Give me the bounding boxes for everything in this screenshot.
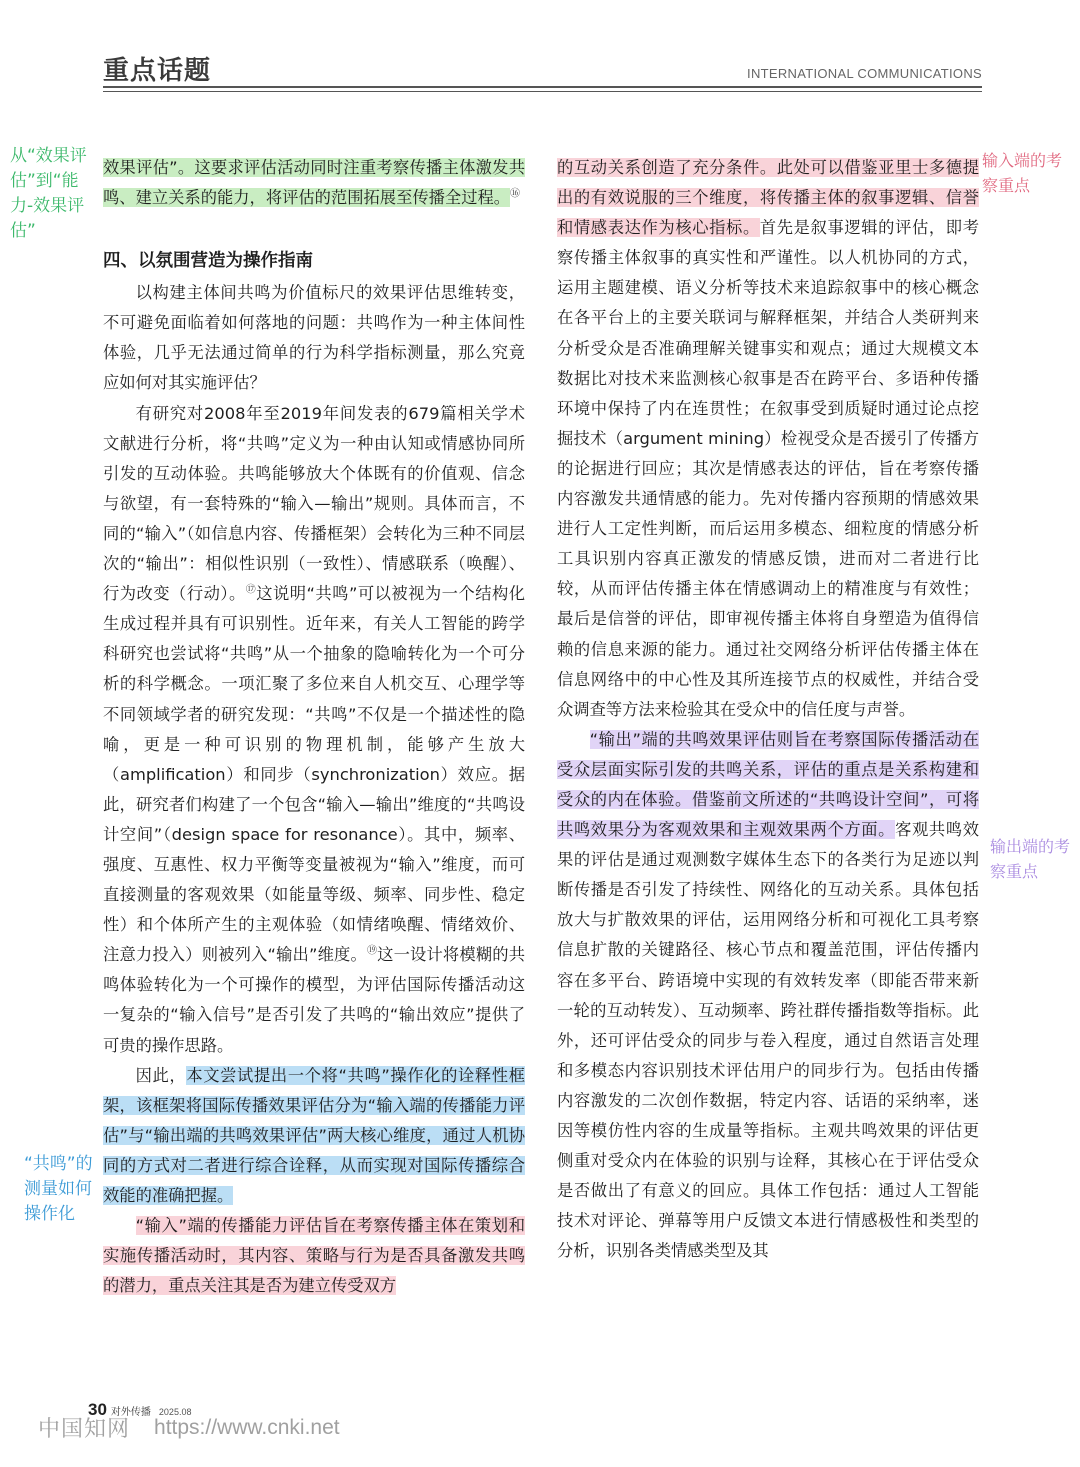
footnote-ref: ⑲ <box>366 945 378 957</box>
footnote-ref: ⑯ <box>510 188 521 200</box>
highlight-pink: “输入”端的传播能力评估旨在考察传播主体在策划和实施传播活动时，其内容、策略与行为是否具备激发共鸣的潜力，重点关注其是否为建立传受双方 <box>103 1216 525 1296</box>
left-column <box>103 153 525 1301</box>
paragraph-text: 这说明“共鸣”可以被视为一个结构化生成过程并具有可识别性。近年来，有关人工智能的跨学科研究也尝试将“共鸣”从一个抽象的隐喻转化为一个可分析的科学概念。一项汇聚了多位来自人机交互、心理学等不同领域学者的研究发现：“共鸣”不仅是一个描述性的隐喻，更是一种可识别的物理机制，能够产生放大（amplification）和同步（synchronization）效应。据此，研究者们构建了一个包含“输入—输出”维度的“共鸣设计空间”（design space for resonance）。其中，频率、强度、互惠性、权力平衡等变量被视为“输入”维度，而可直接测量的客观效果（如能量等级、频率、同步性、稳定性）和个体所产生的主观体验（如情绪唤醒、情绪效价、注意力投入）则被列入“输出”维度。 <box>103 584 526 965</box>
paragraph: 以构建主体间共鸣为价值标尺的效果评估思维转变，不可避免面临着如何落地的问题：共鸣作为一种主体间性体验，几乎无法通过简单的行为科学指标测量，那么究竟应如何对其实施评估？ <box>103 283 525 393</box>
paragraph-text: 因此， <box>135 1065 187 1085</box>
section-heading: 四、以氛围营造为操作指南 <box>103 251 313 272</box>
page-number: 30 <box>88 1400 107 1419</box>
paragraph-text: 首先是叙事逻辑的评估，即考察传播主体叙事的真实性和严谨性。以人机协同的方式，运用主题建模、语义分析等技术来追踪叙事中的核心概念在各平台上的主要关联词与解释框架，并结合人类研判来分析受众是否准确理解关键事实和观点；通过大规模文本数据比对技术来监测核心叙事是否在跨平台、多语种传播环境中保持了内在连贯性；在叙事受到质疑时通过论点挖掘技术（argument mining）检视受众是否援引了传播方的论据进行回应；其次是情感表达的评估，旨在考察传播内容激发共通情感的能力。先对传播内容预期的情感效果进行人工定性判断，而后运用多模态、细粒度的情感分析工具识别内容真正激发的情感反馈，进而对二者进行比较，从而评估传播主体在情感调动上的精准度与有效性；最后是信誉的评估，即审视传播主体将自身塑造为值得信赖的信息来源的能力。通过社交网络分析评估传播主体在信息网络中的中心性及其所连接节点的权威性，并结合受众调查等方法来检验其在受众中的信任度与声誉。 <box>557 218 979 719</box>
right-column <box>557 153 979 1266</box>
highlight-pink: 的互动关系创造了充分条件。此处可以借鉴亚里士多德提出的有效说服的三个维度，将传播主体的叙事逻辑、信誉和情感表达作为核心指标。 <box>557 158 979 238</box>
journal-name: 对外传播 <box>110 1407 151 1418</box>
paragraph <box>103 1061 525 1211</box>
paragraph <box>557 153 979 725</box>
paragraph <box>103 153 525 213</box>
header-rule <box>103 86 982 92</box>
issue-number: 2025.08 <box>158 1407 192 1417</box>
annotation-pink: 输入端的考察重点 <box>982 151 1063 195</box>
annotation-purple: 输出端的考察重点 <box>990 837 1071 881</box>
section-title: 重点话题 <box>103 56 212 86</box>
paragraph <box>103 399 525 1061</box>
paragraph <box>557 725 979 1267</box>
highlight-green: 效果评估”。这要求评估活动同时注重考察传播主体激发共鸣、建立关系的能力，将评估的范围拓展至传播全过程。 <box>103 158 525 208</box>
footnote-ref: ⑰ <box>245 584 257 596</box>
annotation-blue: “共鸣”的测量如何操作化 <box>24 1154 93 1224</box>
highlight-blue: 本文尝试提出一个将“共鸣”操作化的诠释性框架，该框架将国际传播效果评估分为“输入端的传播能力评估”与“输出端的共鸣效果评估”两大核心维度，通过人机协同的方式对二者进行综合诠释，从而实现对国际传播综合效能的准确把握。 <box>103 1065 525 1205</box>
annotation-green: 从“效果评估”到“能力-效果评估” <box>10 146 87 241</box>
highlight-purple: “输出”端的共鸣效果评估则旨在考察国际传播活动在受众层面实际引发的共鸣关系，评估的重点是关系构建和受众的内在体验。借鉴前文所述的“共鸣设计空间”，可将共鸣效果分为客观效果和主观效果两个方面。 <box>557 729 979 840</box>
journal-name-en: INTERNATIONAL COMMUNICATIONS <box>747 66 982 81</box>
paragraph-text: 有研究对2008年至2019年间发表的679篇相关学术文献进行分析，将“共鸣”定义为一种由认知或情感协同所引发的互动体验。共鸣能够放大个体既有的价值观、信念与欲望，有一套特殊的“输入—输出”规则。具体而言，不同的“输入”（如信息内容、传播框架）会转化为三种不同层次的“输出”：相似性识别（一致性）、情感联系（唤醒）、行为改变（行动）。 <box>103 403 525 604</box>
watermark <box>38 1412 340 1443</box>
paragraph-text: 这一设计将模糊的共鸣体验转化为一个可操作的模型，为评估国际传播活动这一复杂的“输入信号”是否引发了共鸣的“输出效应”提供了可贵的操作思路。 <box>103 945 525 1055</box>
watermark-url: https://www.cnki.net <box>154 1415 340 1439</box>
watermark-name: 中国知网 <box>38 1417 131 1442</box>
paragraph <box>103 1211 525 1301</box>
paragraph-text: 客观共鸣效果的评估是通过观测数字媒体生态下的各类行为足迹以判断传播是否引发了持续性、网络化的互动关系。具体包括放大与扩散效果的评估，运用网络分析和可视化工具考察信息扩散的关键路径、核心节点和覆盖范围，评估传播内容在多平台、跨语境中实现的有效转发率（即能否带来新一轮的互动转发）、互动频率、跨社群传播指数等指标。此外，还可评估受众的同步与卷入程度，通过自然语言处理和多模态内容识别技术评估用户的同步行为。包括由传播内容激发的二次创作数据，特定内容、话语的采纳率，迷因等模仿性内容的生成量等指标。主观共鸣效果的评估更侧重对受众内在体验的识别与诠释，其核心在于评估受众是否做出了有意义的回应。具体工作包括：通过人工智能技术对评论、弹幕等用户反馈文本进行情感极性和类型的分析，识别各类情感类型及其 <box>557 820 979 1261</box>
